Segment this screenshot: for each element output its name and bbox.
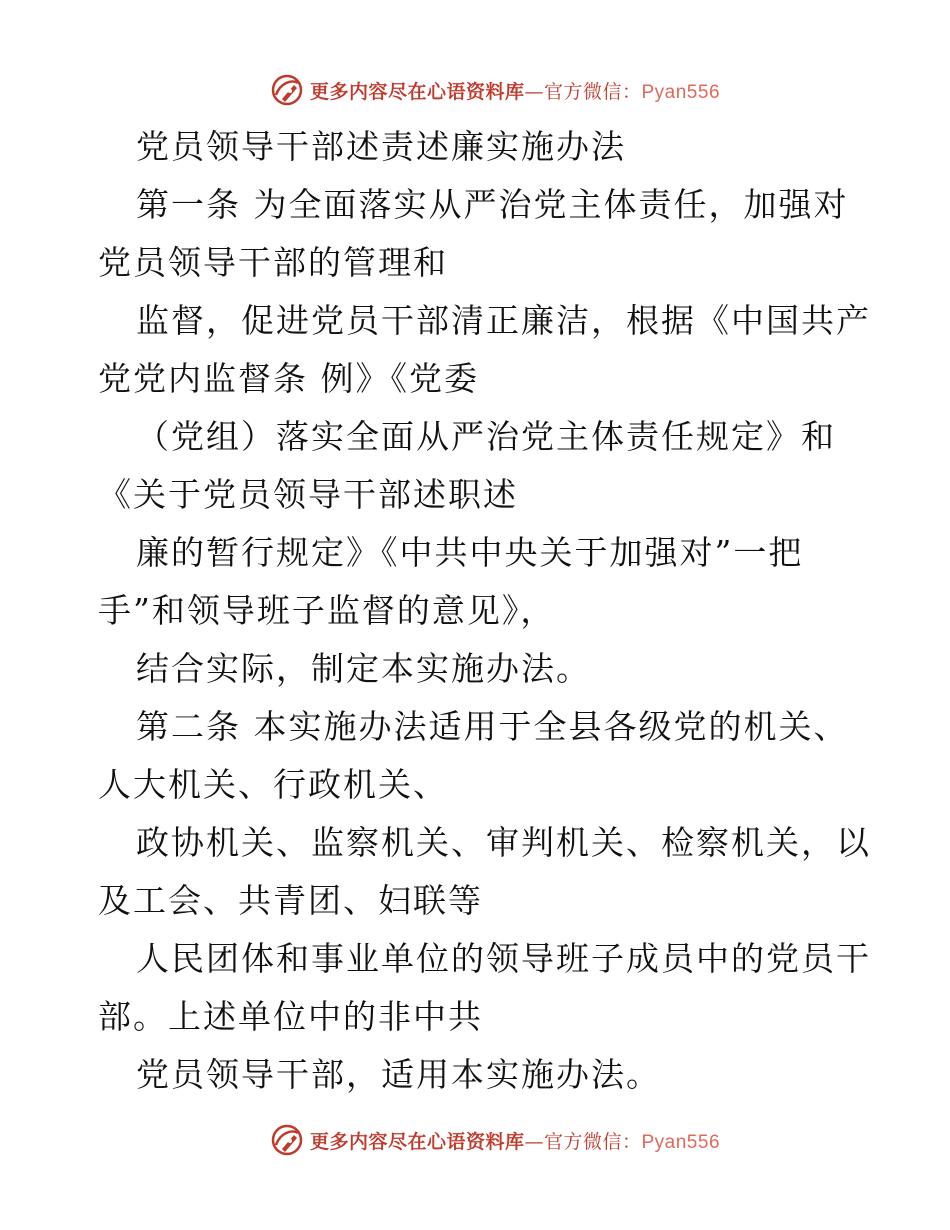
paragraph-line: 党党内监督条 例》《党委 [98, 359, 479, 398]
banner-official-label: 官方微信： [543, 1130, 642, 1153]
paragraph-line: 监督，促进党员干部清正廉洁，根据《中国共产 [136, 301, 871, 340]
paragraph-line: 党员领导干部，适用本实施办法。 [136, 1055, 661, 1094]
pen-logo-icon [270, 1123, 304, 1157]
banner-text [310, 1127, 720, 1154]
banner-wechat-id: Pyan556 [641, 81, 721, 103]
banner-wechat-id: Pyan556 [641, 1131, 721, 1153]
paragraph-line: （党组）落实全面从严治党主体责任规定》和 [136, 417, 836, 456]
paragraph-line: 人民团体和事业单位的领导班子成员中的党员干 [136, 939, 871, 978]
paragraph-line: 廉的暂行规定》《中共中央关于加强对”一把 [136, 533, 804, 572]
header-banner [0, 70, 950, 110]
banner-official-label: 官方微信： [543, 80, 642, 103]
paragraph-line: 手”和领导班子监督的意见》， [98, 591, 556, 630]
document-body [98, 118, 871, 1104]
paragraph-line: 及工会、共青团、妇联等 [98, 881, 483, 920]
paragraph-line: 部。上述单位中的非中共 [98, 997, 483, 1036]
pen-logo-icon [270, 73, 304, 107]
paragraph-line: 结合实际，制定本实施办法。 [136, 649, 591, 688]
paragraph-line: 第一条 为全面落实从严治党主体责任，加强对 [136, 185, 849, 224]
banner-dash: — [524, 1130, 544, 1153]
banner-site-name: 更多内容尽在心语资料库 [309, 1130, 525, 1153]
paragraph-line: 党员领导干部的管理和 [98, 243, 448, 282]
footer-banner [0, 1120, 950, 1160]
banner-content [270, 73, 720, 107]
paragraph-line: 政协机关、监察机关、审判机关、检察机关，以 [136, 823, 871, 862]
banner-text [310, 77, 720, 104]
paragraph-line: 人大机关、行政机关、 [98, 765, 448, 804]
paragraph-line: 第二条 本实施办法适用于全县各级党的机关、 [136, 707, 849, 746]
banner-content [270, 1123, 720, 1157]
banner-site-name: 更多内容尽在心语资料库 [309, 80, 525, 103]
document-title: 党员领导干部述责述廉实施办法 [136, 127, 626, 166]
banner-dash: — [524, 80, 544, 103]
paragraph-line: 《关于党员领导干部述职述 [98, 475, 518, 514]
